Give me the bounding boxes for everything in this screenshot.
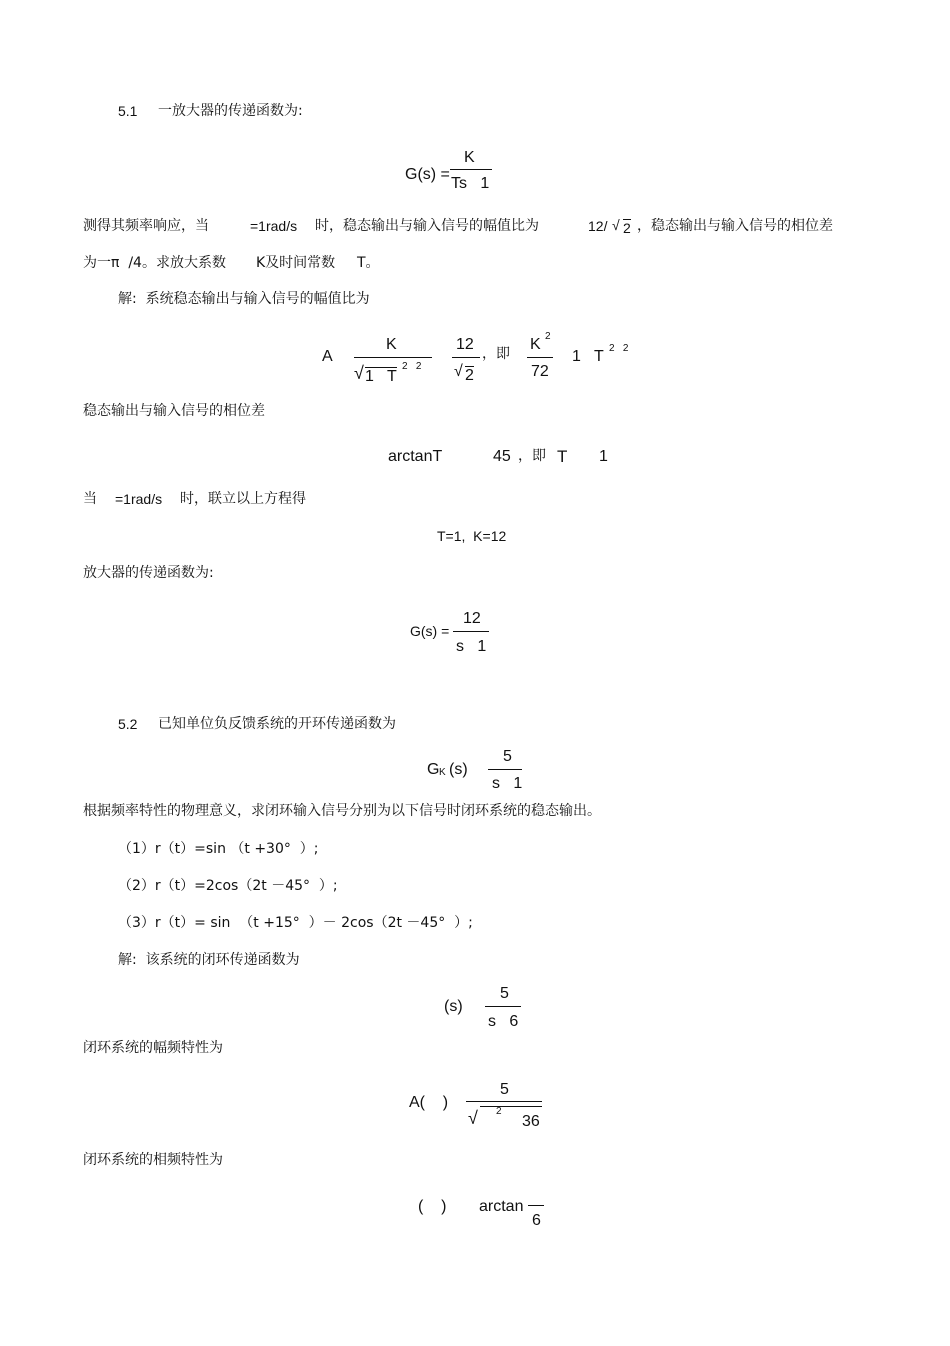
paragraph-text: K及时间常数 [256, 255, 336, 271]
paragraph-text: 时，联立以上方程得 [180, 491, 306, 507]
section-heading-5-2: 已知单位负反馈系统的开环传递函数为 [158, 716, 396, 732]
paragraph-text: =1rad/s [115, 491, 163, 507]
sqrt-bar [480, 1106, 542, 1107]
fraction-bar [528, 1205, 544, 1206]
eq-term: (s) [449, 761, 468, 778]
eq-lhs: G(s) = [410, 623, 450, 639]
eq-term: T [557, 447, 568, 466]
eq-lhs: G [427, 761, 440, 778]
eq-lhs: A( ) [409, 1094, 449, 1111]
eq-denominator: s 1 [492, 775, 523, 792]
paragraph-text: 放大器的传递函数为: [83, 565, 214, 581]
eq-numerator: 5 [500, 1081, 509, 1098]
eq-term: arctanT [388, 448, 443, 465]
eq-denominator: s 1 [456, 638, 487, 655]
subscript: K [439, 767, 446, 778]
eq-numerator: K [464, 149, 475, 166]
sqrt-symbol: √ [468, 1108, 478, 1128]
section-number-5-2: 5.2 [118, 716, 138, 732]
superscript: 2 [496, 1106, 502, 1117]
sqrt-symbol: √ [454, 363, 463, 380]
eq-term: ，即 [518, 448, 546, 464]
eq-term: 45 [493, 448, 511, 465]
list-item: （1）r（t）=sin （t +30° ）; [118, 841, 319, 857]
solution-text: 解: 系统稳态输出与输入信号的幅值比为 [118, 291, 370, 307]
section-number-5-1: 5.1 [118, 103, 138, 119]
superscript: 2 2 [609, 343, 629, 354]
eq-numerator: 5 [500, 985, 509, 1002]
eq-term: 1 T [572, 348, 604, 365]
eq-denominator: 2 [465, 367, 474, 384]
eq-term: 1 [599, 448, 608, 465]
sqrt-symbol: √ [612, 217, 620, 233]
eq-denominator: 1 T [365, 368, 397, 385]
paragraph-text: 12/ [588, 218, 608, 234]
eq-term: A [322, 348, 333, 365]
fraction-bar [527, 357, 553, 358]
fraction-bar [354, 357, 432, 358]
fraction-bar [453, 631, 489, 632]
fraction-bar [466, 1101, 542, 1102]
paragraph-text: 测得其频率响应，当 [83, 218, 209, 234]
sqrt-symbol: √ [354, 363, 364, 383]
section-heading-5-1: 一放大器的传递函数为: [158, 103, 303, 119]
list-item: （3）r（t）= sin （t +15° ）－ 2cos（2t －45° ）; [118, 915, 473, 931]
paragraph-text: 闭环系统的相频特性为 [83, 1152, 223, 1168]
paragraph-text: 为一π /4。求放大系数 [83, 255, 226, 271]
eq-lhs: ( ) [418, 1198, 447, 1215]
fraction-bar [485, 1006, 521, 1007]
paragraph-text: =1rad/s [250, 218, 298, 234]
eq-lhs: G(s) = [405, 166, 450, 183]
paragraph-text: 根据频率特性的物理意义，求闭环输入信号分别为以下信号时闭环系统的稳态输出。 [83, 803, 601, 819]
paragraph-text: 闭环系统的幅频特性为 [83, 1040, 223, 1056]
fraction-bar [488, 769, 522, 770]
eq-lhs: (s) [444, 998, 463, 1015]
sqrt-content: 2 [623, 220, 631, 236]
eq-denominator: 36 [522, 1113, 540, 1130]
superscript: 2 2 [402, 361, 422, 372]
eq-numerator: K [530, 336, 541, 353]
paragraph-text: 时，稳态输出与输入信号的幅值比为 [315, 218, 539, 234]
paragraph-text: 稳态输出与输入信号的相位差 [83, 403, 265, 419]
result-text: T=1, K=12 [437, 528, 507, 544]
eq-denominator: 72 [531, 363, 549, 380]
paragraph-text: ，稳态输出与输入信号的相位差 [637, 218, 833, 234]
superscript: 2 [545, 331, 551, 342]
eq-numerator: 12 [463, 610, 481, 627]
solution-text: 解: 该系统的闭环传递函数为 [118, 952, 300, 968]
eq-numerator: K [386, 336, 397, 353]
list-item: （2）r（t）=2cos（2t －45° ）; [118, 878, 338, 894]
eq-denominator: Ts 1 [451, 175, 490, 192]
eq-term: ，即 [482, 346, 510, 362]
fraction-bar [452, 357, 480, 358]
eq-term: arctan [479, 1198, 524, 1215]
eq-denominator: 6 [532, 1212, 541, 1229]
eq-denominator: s 6 [488, 1013, 519, 1030]
paragraph-text: T。 [357, 255, 380, 271]
paragraph-text: 当 [83, 491, 97, 507]
fraction-bar [450, 169, 492, 170]
eq-numerator: 12 [456, 336, 474, 353]
eq-numerator: 5 [503, 748, 512, 765]
